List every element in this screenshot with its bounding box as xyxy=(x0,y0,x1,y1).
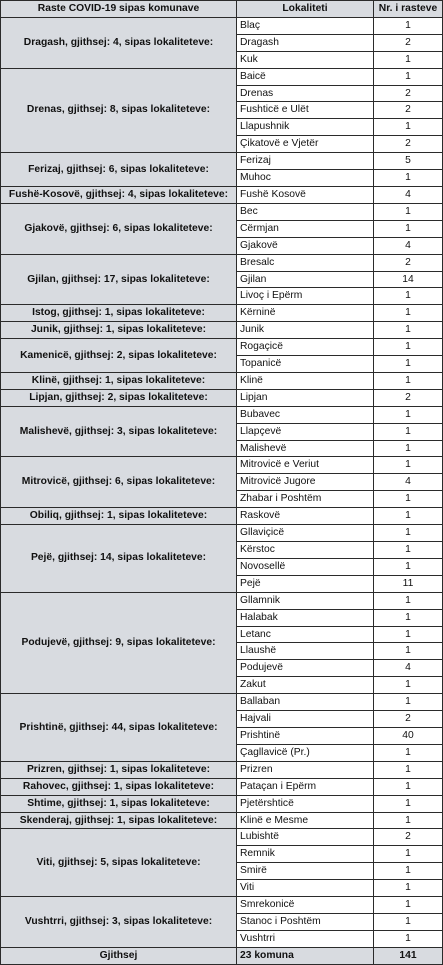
locality-cell: Smirë xyxy=(237,863,374,880)
locality-cell: Llaushë xyxy=(237,643,374,660)
table-row xyxy=(1,508,443,525)
locality-cell: Mitrovicë e Veriut xyxy=(237,457,374,474)
municipality-cell: Pejë, gjithsej: 14, sipas lokaliteteve: xyxy=(1,525,237,593)
table-row xyxy=(1,812,443,829)
case-count-cell: 1 xyxy=(374,744,443,761)
locality-cell: Malishevë xyxy=(237,440,374,457)
case-count-cell: 2 xyxy=(374,389,443,406)
case-count-cell: 1 xyxy=(374,339,443,356)
locality-cell: Kërninë xyxy=(237,305,374,322)
case-count-cell: 2 xyxy=(374,254,443,271)
locality-cell: Gllaviçicë xyxy=(237,525,374,542)
locality-cell: Raskovë xyxy=(237,508,374,525)
table-row xyxy=(1,761,443,778)
case-count-cell: 5 xyxy=(374,153,443,170)
case-count-cell: 1 xyxy=(374,778,443,795)
case-count-cell: 1 xyxy=(374,288,443,305)
table-row xyxy=(1,897,443,914)
municipality-cell: Shtime, gjithsej: 1, sipas lokaliteteve: xyxy=(1,795,237,812)
municipality-cell: Mitrovicë, gjithsej: 6, sipas lokaliteteve: xyxy=(1,457,237,508)
municipality-cell: Dragash, gjithsej: 4, sipas lokaliteteve: xyxy=(1,17,237,68)
case-count-cell: 1 xyxy=(374,930,443,947)
locality-cell: Pejë xyxy=(237,575,374,592)
case-count-cell: 2 xyxy=(374,136,443,153)
total-label: Gjithsej xyxy=(1,947,237,964)
municipality-cell: Podujevë, gjithsej: 9, sipas lokaliteteve: xyxy=(1,592,237,693)
header-row xyxy=(1,1,443,18)
header-municipality: Raste COVID-19 sipas komunave xyxy=(1,1,237,18)
municipality-cell: Rahovec, gjithsej: 1, sipas lokaliteteve: xyxy=(1,778,237,795)
municipality-cell: Istog, gjithsej: 1, sipas lokaliteteve: xyxy=(1,305,237,322)
case-count-cell: 1 xyxy=(374,372,443,389)
table-row xyxy=(1,525,443,542)
locality-cell: Letanc xyxy=(237,626,374,643)
table-row xyxy=(1,457,443,474)
table-row xyxy=(1,153,443,170)
locality-cell: Smrekonicë xyxy=(237,897,374,914)
locality-cell: Ballaban xyxy=(237,694,374,711)
municipality-cell: Vushtrri, gjithsej: 3, sipas lokaliteteve: xyxy=(1,897,237,948)
case-count-cell: 1 xyxy=(374,322,443,339)
municipality-cell: Kamenicë, gjithsej: 2, sipas lokaliteteve: xyxy=(1,339,237,373)
case-count-cell: 1 xyxy=(374,626,443,643)
municipality-cell: Skenderaj, gjithsej: 1, sipas lokaliteteve: xyxy=(1,812,237,829)
municipality-cell: Ferizaj, gjithsej: 6, sipas lokaliteteve: xyxy=(1,153,237,187)
locality-cell: Halabak xyxy=(237,609,374,626)
case-count-cell: 1 xyxy=(374,863,443,880)
table-row xyxy=(1,406,443,423)
locality-cell: Çagllavicë (Pr.) xyxy=(237,744,374,761)
locality-cell: Gllamnik xyxy=(237,592,374,609)
case-count-cell: 1 xyxy=(374,525,443,542)
total-cases: 141 xyxy=(374,947,443,964)
case-count-cell: 2 xyxy=(374,829,443,846)
case-count-cell: 1 xyxy=(374,643,443,660)
case-count-cell: 2 xyxy=(374,711,443,728)
case-count-cell: 1 xyxy=(374,897,443,914)
case-count-cell: 11 xyxy=(374,575,443,592)
locality-cell: Mitrovicë Jugore xyxy=(237,474,374,491)
case-count-cell: 1 xyxy=(374,440,443,457)
case-count-cell: 14 xyxy=(374,271,443,288)
case-count-cell: 1 xyxy=(374,609,443,626)
locality-cell: Gjakovë xyxy=(237,237,374,254)
locality-cell: Pataçan i Epërm xyxy=(237,778,374,795)
locality-cell: Viti xyxy=(237,880,374,897)
case-count-cell: 2 xyxy=(374,102,443,119)
case-count-cell: 1 xyxy=(374,913,443,930)
table-row xyxy=(1,203,443,220)
municipality-cell: Obiliq, gjithsej: 1, sipas lokaliteteve: xyxy=(1,508,237,525)
case-count-cell: 1 xyxy=(374,795,443,812)
case-count-cell: 1 xyxy=(374,558,443,575)
case-count-cell: 4 xyxy=(374,186,443,203)
locality-cell: Prizren xyxy=(237,761,374,778)
case-count-cell: 1 xyxy=(374,677,443,694)
table-row xyxy=(1,305,443,322)
locality-cell: Blaç xyxy=(237,17,374,34)
table-row xyxy=(1,186,443,203)
case-count-cell: 1 xyxy=(374,423,443,440)
case-count-cell: 1 xyxy=(374,880,443,897)
locality-cell: Zakut xyxy=(237,677,374,694)
table-row xyxy=(1,254,443,271)
locality-cell: Kuk xyxy=(237,51,374,68)
case-count-cell: 1 xyxy=(374,592,443,609)
table-row xyxy=(1,829,443,846)
table-row xyxy=(1,592,443,609)
table-row xyxy=(1,68,443,85)
table-row xyxy=(1,17,443,34)
case-count-cell: 1 xyxy=(374,457,443,474)
locality-cell: Remnik xyxy=(237,846,374,863)
locality-cell: Baicë xyxy=(237,68,374,85)
locality-cell: Bec xyxy=(237,203,374,220)
locality-cell: Bresalc xyxy=(237,254,374,271)
case-count-cell: 1 xyxy=(374,68,443,85)
case-count-cell: 1 xyxy=(374,406,443,423)
municipality-cell: Gjakovë, gjithsej: 6, sipas lokaliteteve: xyxy=(1,203,237,254)
case-count-cell: 1 xyxy=(374,305,443,322)
locality-cell: Pjetërshticë xyxy=(237,795,374,812)
locality-cell: Novosellë xyxy=(237,558,374,575)
locality-cell: Livoç i Epërm xyxy=(237,288,374,305)
table-row xyxy=(1,339,443,356)
case-count-cell: 1 xyxy=(374,491,443,508)
case-count-cell: 4 xyxy=(374,474,443,491)
case-count-cell: 40 xyxy=(374,727,443,744)
case-count-cell: 1 xyxy=(374,761,443,778)
case-count-cell: 1 xyxy=(374,846,443,863)
municipality-cell: Malishevë, gjithsej: 3, sipas lokaliteteve: xyxy=(1,406,237,457)
municipality-cell: Lipjan, gjithsej: 2, sipas lokaliteteve: xyxy=(1,389,237,406)
locality-cell: Klinë e Mesme xyxy=(237,812,374,829)
locality-cell: Lipjan xyxy=(237,389,374,406)
header-locality: Lokaliteti xyxy=(237,1,374,18)
case-count-cell: 2 xyxy=(374,34,443,51)
locality-cell: Dragash xyxy=(237,34,374,51)
table-row xyxy=(1,795,443,812)
municipality-cell: Gjilan, gjithsej: 17, sipas lokaliteteve: xyxy=(1,254,237,305)
municipality-cell: Drenas, gjithsej: 8, sipas lokaliteteve: xyxy=(1,68,237,153)
locality-cell: Lubishtë xyxy=(237,829,374,846)
case-count-cell: 1 xyxy=(374,356,443,373)
municipality-cell: Junik, gjithsej: 1, sipas lokaliteteve: xyxy=(1,322,237,339)
municipality-cell: Fushë-Kosovë, gjithsej: 4, sipas lokaliteteve: xyxy=(1,186,237,203)
case-count-cell: 1 xyxy=(374,220,443,237)
case-count-cell: 1 xyxy=(374,51,443,68)
locality-cell: Junik xyxy=(237,322,374,339)
table-row xyxy=(1,694,443,711)
table-body xyxy=(1,17,443,947)
table-row xyxy=(1,778,443,795)
municipality-cell: Viti, gjithsej: 5, sipas lokaliteteve: xyxy=(1,829,237,897)
locality-cell: Vushtrri xyxy=(237,930,374,947)
locality-cell: Prishtinë xyxy=(237,727,374,744)
case-count-cell: 1 xyxy=(374,812,443,829)
locality-cell: Podujevë xyxy=(237,660,374,677)
locality-cell: Klinë xyxy=(237,372,374,389)
total-row xyxy=(1,947,443,964)
case-count-cell: 4 xyxy=(374,237,443,254)
locality-cell: Çikatovë e Vjetër xyxy=(237,136,374,153)
case-count-cell: 1 xyxy=(374,170,443,187)
table-row xyxy=(1,372,443,389)
case-count-cell: 1 xyxy=(374,17,443,34)
case-count-cell: 1 xyxy=(374,119,443,136)
case-count-cell: 2 xyxy=(374,85,443,102)
case-count-cell: 1 xyxy=(374,694,443,711)
locality-cell: Fushë Kosovë xyxy=(237,186,374,203)
locality-cell: Drenas xyxy=(237,85,374,102)
case-count-cell: 1 xyxy=(374,542,443,559)
locality-cell: Llapushnik xyxy=(237,119,374,136)
case-count-cell: 1 xyxy=(374,203,443,220)
locality-cell: Topanicë xyxy=(237,356,374,373)
total-municipality-count: 23 komuna xyxy=(237,947,374,964)
table-row xyxy=(1,389,443,406)
locality-cell: Kërstoc xyxy=(237,542,374,559)
municipality-cell: Prizren, gjithsej: 1, sipas lokaliteteve: xyxy=(1,761,237,778)
locality-cell: Gjilan xyxy=(237,271,374,288)
case-count-cell: 1 xyxy=(374,508,443,525)
locality-cell: Rogaçicë xyxy=(237,339,374,356)
header-count: Nr. i rasteve xyxy=(374,1,443,18)
locality-cell: Bubavec xyxy=(237,406,374,423)
locality-cell: Muhoc xyxy=(237,170,374,187)
locality-cell: Zhabar i Poshtëm xyxy=(237,491,374,508)
municipality-cell: Klinë, gjithsej: 1, sipas lokaliteteve: xyxy=(1,372,237,389)
table-row xyxy=(1,322,443,339)
case-count-cell: 4 xyxy=(374,660,443,677)
locality-cell: Llapçevë xyxy=(237,423,374,440)
locality-cell: Cërmjan xyxy=(237,220,374,237)
locality-cell: Fushticë e Ulët xyxy=(237,102,374,119)
locality-cell: Stanoc i Poshtëm xyxy=(237,913,374,930)
locality-cell: Ferizaj xyxy=(237,153,374,170)
municipality-cell: Prishtinë, gjithsej: 44, sipas lokaliteteve: xyxy=(1,694,237,762)
locality-cell: Hajvali xyxy=(237,711,374,728)
